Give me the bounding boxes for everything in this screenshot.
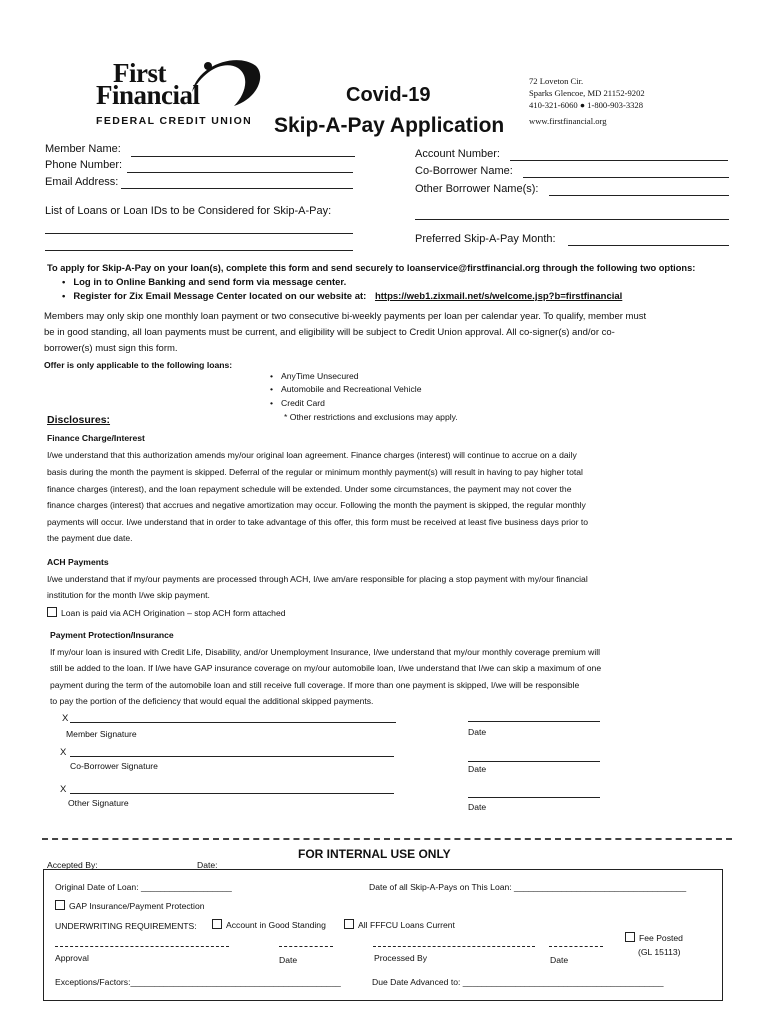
account-label: Account Number: xyxy=(415,148,500,160)
email-label: Email Address: xyxy=(45,176,119,188)
address-city: Sparks Glencoe, MD 21152-9202 xyxy=(529,88,645,98)
other-borrower-field[interactable] xyxy=(549,195,729,196)
coborrower-date-label: Date xyxy=(468,764,487,774)
other-borrower-label: Other Borrower Name(s): xyxy=(415,183,539,195)
finance-line-4: finance charges (interest) that accrues and negative amortization may occur. Following the month the payment is skipped, the regular monthly xyxy=(47,500,586,510)
original-loan-date: Original Date of Loan: ___________________ xyxy=(55,882,232,892)
processed-date-label: Date xyxy=(550,955,569,965)
member-signature-field[interactable] xyxy=(70,722,396,723)
underwriting-label: UNDERWRITING REQUIREMENTS: xyxy=(55,921,197,931)
good-standing-row[interactable] xyxy=(212,919,326,930)
approval-label: Approval xyxy=(55,953,89,963)
ppi-line-4: to pay the portion of the deficiency that would equal the additional skipped payments. xyxy=(50,696,374,706)
instructions-option-1: • Log in to Online Banking and send form via message center. xyxy=(62,277,346,288)
phone-label: Phone Number: xyxy=(45,159,123,171)
ppi-heading: Payment Protection/Insurance xyxy=(50,630,174,640)
month-field[interactable] xyxy=(568,245,729,246)
ach-line-2: institution for the month I/we skip payment. xyxy=(47,590,210,600)
all-current-row[interactable] xyxy=(344,919,455,930)
logo-tagline: FEDERAL CREDIT UNION xyxy=(96,115,253,127)
other-sig-x: X xyxy=(60,784,67,795)
coborrower-date-field[interactable] xyxy=(468,761,600,762)
eligibility-line-3: borrower(s) must sign this form. xyxy=(44,343,178,354)
accepted-date: Date: __________ xyxy=(197,860,268,870)
gl-code: (GL 15113) xyxy=(638,947,681,957)
member-signature-label: Member Signature xyxy=(66,729,137,739)
account-field[interactable] xyxy=(510,160,728,161)
finance-line-5: payments will occur. I/we understand that in order to take advantage of this offer, this form must be received at least five business days prior to xyxy=(47,517,589,527)
loans-field-2[interactable] xyxy=(45,250,353,251)
processed-by-label: Processed By xyxy=(374,953,428,963)
other-signature-label: Other Signature xyxy=(68,798,129,808)
member-name-field[interactable] xyxy=(131,156,355,157)
other-borrower-field-2[interactable] xyxy=(415,219,729,220)
coborrower-label: Co-Borrower Name: xyxy=(415,165,513,177)
coborrower-sig-x: X xyxy=(60,747,67,758)
fee-posted-label: Fee Posted xyxy=(639,933,683,943)
finance-line-1: I/we understand that this authorization amends my/our original loan agreement. Finance charges (interest) will continue to accrue on a daily xyxy=(47,450,577,460)
restrictions-note: * Other restrictions and exclusions may apply. xyxy=(284,412,458,422)
internal-separator xyxy=(42,838,732,840)
address-street: 72 Loveton Cir. xyxy=(529,76,584,86)
page-title: Skip-A-Pay Application xyxy=(274,114,505,137)
finance-line-6: the payment due date. xyxy=(47,533,133,543)
fee-posted-row[interactable] xyxy=(625,932,683,943)
coborrower-signature-field[interactable] xyxy=(70,756,394,757)
loans-label: List of Loans or Loan IDs to be Considered for Skip-A-Pay: xyxy=(45,205,332,217)
accepted-by: Accepted By: __________________ xyxy=(47,860,187,870)
ach-heading: ACH Payments xyxy=(47,557,109,567)
member-sig-x: X xyxy=(62,713,69,724)
other-date-label: Date xyxy=(468,802,487,812)
approval-date-field[interactable] xyxy=(279,946,333,947)
member-date-field[interactable] xyxy=(468,721,600,722)
internal-heading: FOR INTERNAL USE ONLY xyxy=(298,847,451,861)
all-current-label: All FFFCU Loans Current xyxy=(358,920,455,930)
eligibility-line-2: be in good standing, all loan payments must be current, and eligibility will be subject to Credit Union approval. All co-signer(s) and/or co- xyxy=(44,327,615,338)
due-date-advanced: Due Date Advanced to: __________________________________________ xyxy=(372,977,664,987)
ach-checkbox-row[interactable] xyxy=(47,607,286,618)
instructions-option-2-text: • Register for Zix Email Message Center located on our website at: xyxy=(62,291,366,302)
address-web: www.firstfinancial.org xyxy=(529,116,607,126)
disclosures-heading: Disclosures: xyxy=(47,414,111,426)
ppi-line-3: payment during the term of the automobile loan and still receive full coverage. If more than one payment is skipped, I/we will be responsible xyxy=(50,680,580,690)
member-name-label: Member Name: xyxy=(45,143,121,155)
processed-date-field[interactable] xyxy=(549,946,603,947)
ppi-line-2: still be added to the loan. If I/we have GAP insurance coverage on my/our automobile loan, I/we understand that I/we can skip a maximum of one xyxy=(50,663,602,673)
phone-field[interactable] xyxy=(127,172,353,173)
gap-label: GAP Insurance/Payment Protection xyxy=(69,901,205,911)
loan-type-anytime: • AnyTime Unsecured xyxy=(270,371,359,381)
eligibility-line-1: Members may only skip one monthly loan payment or two consecutive bi-weekly payments per loan per calendar year. To qualify, member must xyxy=(44,311,647,322)
coborrower-field[interactable] xyxy=(523,177,729,178)
email-field[interactable] xyxy=(121,188,353,189)
loan-type-credit-card: • Credit Card xyxy=(270,398,325,408)
finance-line-2: basis during the month the payment is skipped. Deferral of the regular or minimum monthly payment(s) will result in having to pay higher total xyxy=(47,467,583,477)
all-skip-dates: Date of all Skip-A-Pays on This Loan: ____________________________________ xyxy=(369,882,687,892)
instructions-option-2 xyxy=(62,291,622,302)
other-date-field[interactable] xyxy=(468,797,600,798)
other-signature-field[interactable] xyxy=(70,793,394,794)
zix-link[interactable]: https://web1.zixmail.net/s/welcome.jsp?b=firstfinancial xyxy=(374,291,623,302)
logo-financial: Financial xyxy=(96,80,200,110)
approval-field[interactable] xyxy=(55,946,229,947)
finance-heading: Finance Charge/Interest xyxy=(47,433,145,443)
all-current-checkbox[interactable] xyxy=(344,919,354,929)
ach-checkbox[interactable] xyxy=(47,607,57,617)
ppi-line-1: If my/our loan is insured with Credit Life, Disability, and/or Unemployment Insurance, I/we understand that my/our monthly coverage premium will xyxy=(50,647,601,657)
processed-by-field[interactable] xyxy=(373,946,535,947)
coborrower-signature-label: Co-Borrower Signature xyxy=(70,761,158,771)
member-date-label: Date xyxy=(468,727,487,737)
ach-checkbox-label: Loan is paid via ACH Origination – stop ACH form attached xyxy=(61,608,286,618)
logo-first: First xyxy=(113,58,166,88)
offer-heading: Offer is only applicable to the following loans: xyxy=(44,360,233,370)
good-standing-checkbox[interactable] xyxy=(212,919,222,929)
loan-type-auto: • Automobile and Recreational Vehicle xyxy=(270,384,421,394)
fee-posted-checkbox[interactable] xyxy=(625,932,635,942)
exceptions-factors: Exceptions/Factors:____________________________________________ xyxy=(55,977,341,987)
gap-row[interactable] xyxy=(55,900,205,911)
loans-field-1[interactable] xyxy=(45,233,353,234)
month-label: Preferred Skip-A-Pay Month: xyxy=(415,233,556,245)
gap-checkbox[interactable] xyxy=(55,900,65,910)
good-standing-label: Account in Good Standing xyxy=(226,920,326,930)
finance-line-3: finance charges (interest), and the loan repayment schedule will be extended. Under some circumstances, the payment may not cover the xyxy=(47,484,572,494)
address-phones: 410-321-6060 ● 1-800-903-3328 xyxy=(529,100,644,110)
instructions-intro: To apply for Skip-A-Pay on your loan(s), complete this form and send securely to loanservice@firstfinancial.org through the following two options: xyxy=(47,263,696,273)
ach-line-1: I/we understand that if my/our payments are processed through ACH, I/we am/are responsible for placing a stop payment with my/our financial xyxy=(47,574,588,584)
title-line1: Covid-19 xyxy=(346,84,431,106)
approval-date-label: Date xyxy=(279,955,298,965)
logo-swoosh-icon xyxy=(188,52,266,112)
